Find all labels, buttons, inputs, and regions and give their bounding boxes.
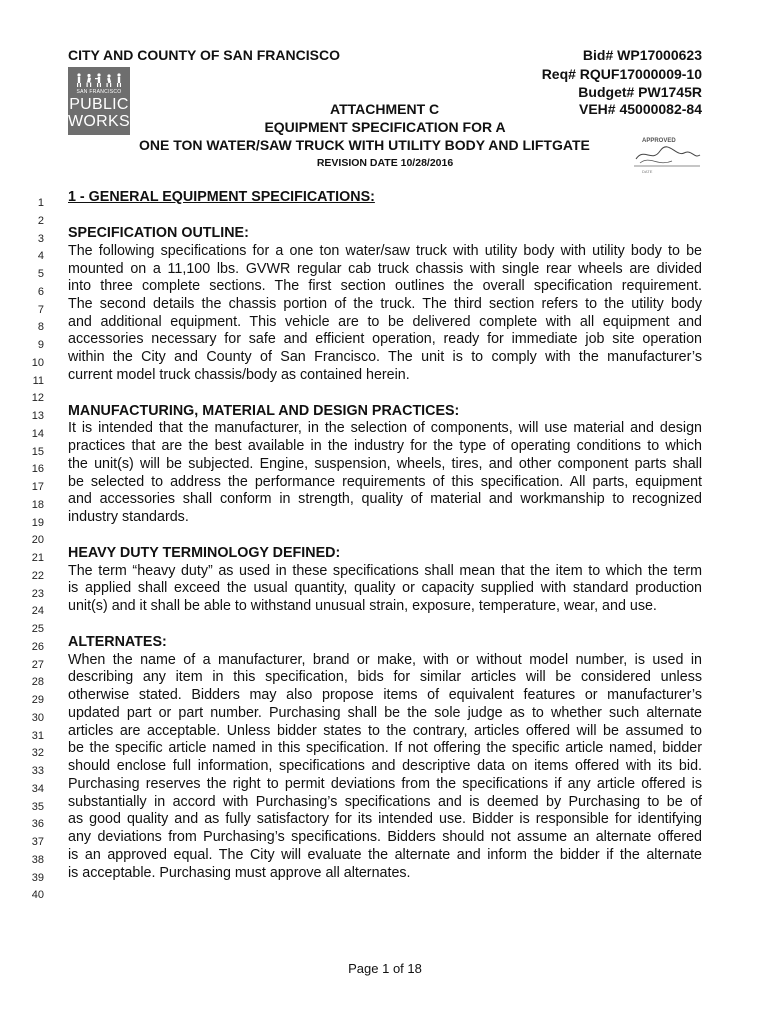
paragraph-line: It is intended that the manufacturer, in the selection of components, will use material and design: [68, 420, 702, 436]
paragraph-line: is acceptable. Purchasing must approve all alternates.: [68, 865, 411, 881]
approval-signature: [632, 133, 702, 175]
paragraph-line: The term “heavy duty” as used in these specifications shall mean that the item to which the term: [68, 563, 702, 579]
line-number: 37: [31, 836, 44, 848]
line-number: 15: [31, 445, 44, 458]
heading-alternates: ALTERNATES:: [68, 634, 167, 650]
line-number: 14: [31, 427, 44, 440]
workers-silhouette-icon: [74, 73, 124, 87]
line-number: 30: [31, 711, 44, 724]
paragraph-line: Purchasing reserves the right to permit deviations from the specifications if any article offered is: [68, 776, 702, 792]
paragraph-line: and additional equipment. This vehicle are to be delivered complete with all equipment and: [68, 314, 702, 330]
line-number: 20: [31, 534, 44, 547]
line-number: 39: [31, 871, 44, 884]
svg-text:DATE: DATE: [642, 169, 653, 174]
line-number: 38: [31, 853, 44, 866]
page-number: Page 1 of 18: [348, 961, 422, 976]
line-number: 25: [31, 623, 44, 635]
paragraph-line: and accessories shall conform in strength, quality of material and workmanship to recognized: [68, 491, 702, 507]
line-number: 7: [37, 303, 44, 316]
line-number: 2: [37, 214, 44, 227]
line-number: 32: [31, 747, 44, 760]
paragraph-line: practices that are the best available in the industry for the type of operating conditions to which: [68, 438, 702, 454]
paragraph-line: be the specific article named in this specification. If not offering the specific article named, bidder: [68, 740, 702, 756]
line-number: 11: [32, 374, 44, 387]
paragraph-line: substantially in accord with Purchasing’s specifications and is deemed by Purchasing to be of: [68, 794, 702, 810]
heading-manufacturing-practices: MANUFACTURING, MATERIAL AND DESIGN PRACTICES:: [68, 403, 460, 419]
req-number: Req# RQUF17000009-10: [541, 66, 702, 82]
paragraph-line: is an approved equal. The City will evaluate the alternate and inform the bidder if the alternate: [68, 847, 702, 863]
logo-line-1: PUBLIC: [69, 96, 129, 113]
attachment-label: ATTACHMENT C: [330, 101, 440, 117]
veh-number: VEH# 45000082-84: [579, 101, 702, 117]
paragraph-line: current model truck chassis/body as contained herein.: [68, 367, 410, 383]
line-number: 19: [31, 516, 44, 529]
logo-line-2: WORKS: [68, 113, 130, 130]
paragraph-line: within the City and County of San Francisco. The unit is to comply with the manufacturer’s: [68, 349, 702, 365]
line-number: 17: [31, 481, 44, 493]
spec-title-line-1: EQUIPMENT SPECIFICATION FOR A: [264, 119, 506, 135]
paragraph-line: into three complete sections. The first section outlines the overall specification requirement.: [68, 278, 702, 294]
paragraph-line: otherwise stated. Bidders may also propose items of equivalent features or manufacturer’s: [68, 687, 702, 703]
line-number: 31: [31, 729, 44, 742]
paragraph-line: unit(s) and it shall be able to withstand unusual strain, exposure, temperature, wear, and use.: [68, 598, 657, 614]
line-number: 23: [31, 587, 44, 600]
public-works-logo: [68, 67, 130, 135]
line-number: 5: [37, 268, 44, 280]
agency-title: CITY AND COUNTY OF SAN FRANCISCO: [68, 47, 340, 63]
approval-stamp-text: APPROVED: [642, 138, 676, 144]
heading-heavy-duty-terminology: HEAVY DUTY TERMINOLOGY DEFINED:: [68, 545, 341, 561]
line-number: 21: [31, 552, 44, 564]
paragraph-line: as good quality and as fully satisfactory for its intended use. Bidder is responsible for identifying: [68, 811, 702, 827]
line-number: 26: [31, 640, 44, 653]
paragraph-line: When the name of a manufacturer, brand or make, with or without model number, is used in: [68, 652, 702, 668]
paragraph-line: any deviations from Purchasing’s specifications. Bidders should not assume an alternate offered: [68, 829, 702, 845]
logo-city-text: SAN FRANCISCO: [76, 89, 122, 95]
paragraph-line: is applied shall exceed the usual quantity, quality or capacity supplied with standard production: [68, 580, 702, 596]
line-number: 16: [31, 463, 44, 476]
bid-number: Bid# WP17000623: [582, 47, 702, 63]
line-number: 4: [37, 250, 44, 263]
line-number: 33: [31, 765, 44, 777]
line-number: 24: [31, 605, 44, 618]
line-number: 36: [31, 818, 44, 831]
paragraph-line: describing any item in this specification, bids for similar articles will be considered unless: [68, 669, 702, 685]
budget-number: Budget# PW1745R: [578, 84, 702, 100]
paragraph-line: updated part or part number. Purchasing shall be the sole judge as to whether such alternate: [68, 705, 702, 721]
paragraph-line: be selected to address the performance requirements of this specification. All parts, equipment: [68, 474, 702, 490]
line-number: 13: [31, 410, 44, 422]
line-number: 3: [37, 232, 44, 245]
line-number: 22: [31, 569, 44, 582]
line-number: 29: [31, 694, 44, 706]
line-number: 8: [37, 321, 44, 334]
paragraph-line: industry standards.: [68, 509, 189, 525]
heading-specification-outline: SPECIFICATION OUTLINE:: [68, 225, 249, 241]
spec-title-line-2: ONE TON WATER/SAW TRUCK WITH UTILITY BODY AND LIFTGATE: [139, 137, 590, 153]
line-number: 18: [31, 498, 44, 511]
line-number: 6: [37, 285, 44, 298]
line-number: 28: [31, 676, 44, 689]
paragraph-line: articles are acceptable. Unless bidder states to the contrary, articles offered will be assumed to: [68, 723, 702, 739]
paragraph-line: should enclose full information, specifications and descriptive data on items offered with its bid.: [68, 758, 702, 774]
paragraph-line: The second details the chassis portion of the truck. The third section refers to the utility body: [68, 296, 702, 312]
line-number: 27: [31, 658, 44, 671]
line-number: 12: [31, 392, 44, 405]
line-number: 40: [31, 889, 44, 902]
paragraph-line: mounted on a 11,100 lbs. GVWR regular cab truck chassis with single rear wheels are divided: [68, 261, 702, 277]
paragraph-line: accessories necessary for safe and efficient operation, ready for immediate job site operation: [68, 331, 702, 347]
revision-date: REVISION DATE 10/28/2016: [316, 157, 454, 169]
paragraph-line: The following specifications for a one ton water/saw truck with utility body with utility body to be: [68, 243, 702, 259]
line-number: 35: [31, 800, 44, 813]
paragraph-line: the unit(s) will be subjected. Engine, suspension, wheels, tires, and other component parts shall: [68, 456, 702, 472]
line-number: 1: [37, 197, 44, 209]
line-number: 10: [31, 356, 44, 369]
line-number: 9: [37, 339, 44, 351]
line-number: 34: [31, 782, 44, 795]
section-heading-general: 1 - GENERAL EQUIPMENT SPECIFICATIONS:: [68, 189, 375, 205]
